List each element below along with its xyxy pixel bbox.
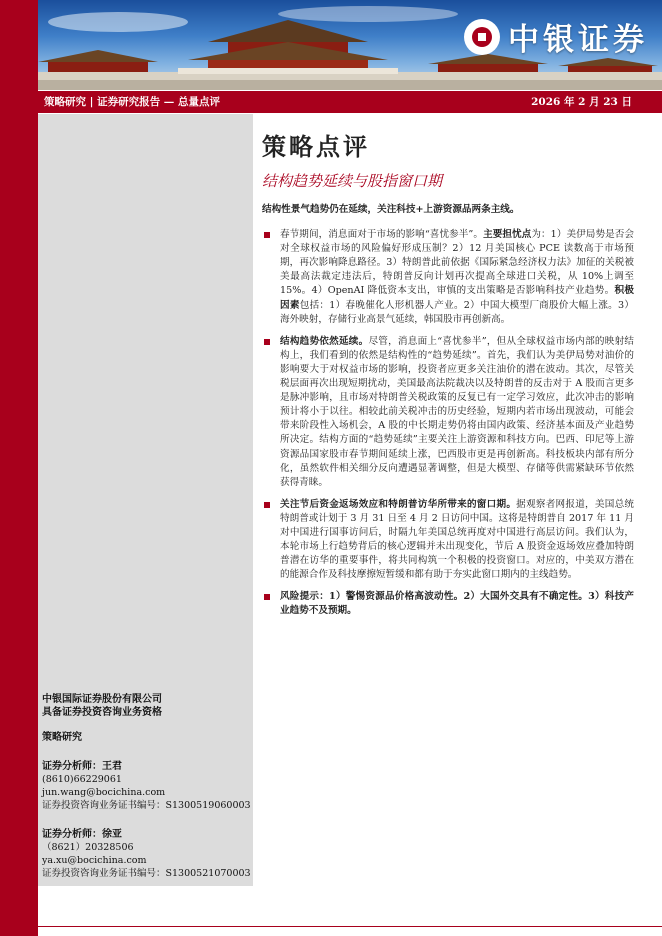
bullet-paragraph: [262, 335, 634, 490]
brand-logo: [464, 14, 648, 59]
lead-summary: 结构性景气趋势仍在延续，关注科技+上游资源品两条主线。: [262, 204, 520, 215]
report-body: [262, 203, 634, 627]
left-red-stripe: [0, 0, 38, 936]
bullet-bold: 关注节后资金返场效应和特朗普访华所带来的窗口期。: [280, 498, 517, 510]
sidebar-panel: [38, 114, 253, 886]
analyst-cert: 证券投资咨询业务证书编号：S1300519060003: [42, 800, 251, 811]
bullet-text: 春节期间，消息面对于市场的影响“喜忧参半”。: [280, 229, 484, 241]
bullet-text: 尽管，消息面上“喜忧参半”，但从全球权益市场内部的映射结构上，我们看到的依然是结构性的“趋势延续”。首先，我们认为美伊局势对油价的影响要大于对权益市场的影响，投资者应更多关注油价的潜在波动。其次，尽管关税层面再次出现短期扰动，美国最高法院裁决以及特朗普的反击对于 A 股而言更多是脉冲影响，且市场对特朗普关税政策的反复已有一定学习效应，此次冲击的影响预计将小于以往。相较此前关税冲击的历史经验，短期内若市场出现波动，可能会带来阶段性入场机会，A 股的中长期走势仍将由国内政策、经济基本面及产业趋势所决定。结构方面的“趋势延续”主要关注上游资源和科技方向。巴西、印尼等上游资源品国家股市春节期间延续上涨，巴西股市更是再创新高。科技板块内部有所分化，虽然软件相关细分反向遭遇显著调整，但是大模型、存储等供需紧缺环节依然获得青睐。: [280, 335, 635, 488]
company-name: 中银国际证券股份有限公司: [42, 694, 162, 705]
report-subtitle: 结构趋势延续与股指窗口期: [262, 172, 443, 190]
bullet-bold: 主要担忧点: [483, 229, 532, 241]
bullet-text: 据观察者网报道，美国总统特朗普或计划于 3 月 31 日至 4 月 2 日访问中国。这将是特朗普自 2017 年 11 月对中国进行国事访问后，时隔九年美国总统再度对中国进行高层访问。我们认为，本轮市场上行趋势背后的核心逻辑并未出现变化，节后 A 股资金返场效应叠加特朗普潜在访华的重要事件，将共同构筑一个积极的投资窗口。对应的，中美双方潜在的能源合作及科技摩擦短暂缓和都有助于夯实此窗口期内的主线趋势。: [280, 498, 635, 581]
bullet-paragraph: [262, 498, 634, 583]
bullet-paragraph: [262, 228, 634, 327]
header-banner: [38, 0, 662, 90]
risk-warning: 风险提示：1）警惕资源品价格高波动性。2）大国外交具有不确定性。3）科技产业趋势不及预期。: [280, 591, 634, 617]
brand-name: 中银证券: [508, 22, 648, 58]
report-category: 策略研究 | 证券研究报告 — 总量点评: [44, 96, 220, 108]
bank-logo-icon: [464, 19, 500, 55]
bullet-text: 为：1）美伊局势是否会对全球权益市场的风险偏好形成压制？2）12 月美国核心 PCE 读数高于市场预期，再次影响降息路径。3）特朗普此前依据《国际紧急经济权力法》加征的关税被美最高法裁定违法后，特朗普反向计划再次提高全球进口关税，从 10%上调至 15%。4）OpenAI 降低资本支出，审慎的支出策略是否影响科技产业趋势。: [280, 229, 635, 297]
bullet-bold: 积极因素: [280, 285, 634, 311]
sidebar-info: [42, 693, 252, 880]
bullet-square-icon: [264, 339, 270, 345]
analyst-cert: 证券投资咨询业务证书编号：S1300521070003: [42, 868, 251, 879]
report-title: 策略点评: [262, 132, 370, 161]
analyst-email[interactable]: ya.xu@bocichina.com: [42, 855, 147, 866]
bullet-bold: 结构趋势依然延续。: [280, 335, 369, 347]
license-text: 具备证券投资咨询业务资格: [42, 707, 162, 718]
report-date: 2026 年 2 月 23 日: [531, 96, 632, 108]
analyst-phone: (8610)66229061: [42, 774, 122, 785]
bullet-square-icon: [264, 594, 270, 600]
analyst-label: 证券分析师：徐亚: [42, 829, 122, 840]
bullet-text: 包括：1）春晚催化人形机器人产业。2）中国大模型厂商股价大幅上涨。3）海外映射，存储行业高景气延续，韩国股市再创新高。: [280, 299, 635, 325]
report-header-bar: [38, 91, 662, 113]
analyst-phone: （8621）20328506: [42, 842, 134, 853]
department: 策略研究: [42, 732, 82, 743]
footer-divider: [38, 926, 662, 927]
analyst-label: 证券分析师：王君: [42, 761, 122, 772]
bullet-square-icon: [264, 502, 270, 508]
bullet-paragraph: [262, 590, 634, 618]
bullet-square-icon: [264, 232, 270, 238]
analyst-email[interactable]: jun.wang@bocichina.com: [42, 787, 166, 798]
